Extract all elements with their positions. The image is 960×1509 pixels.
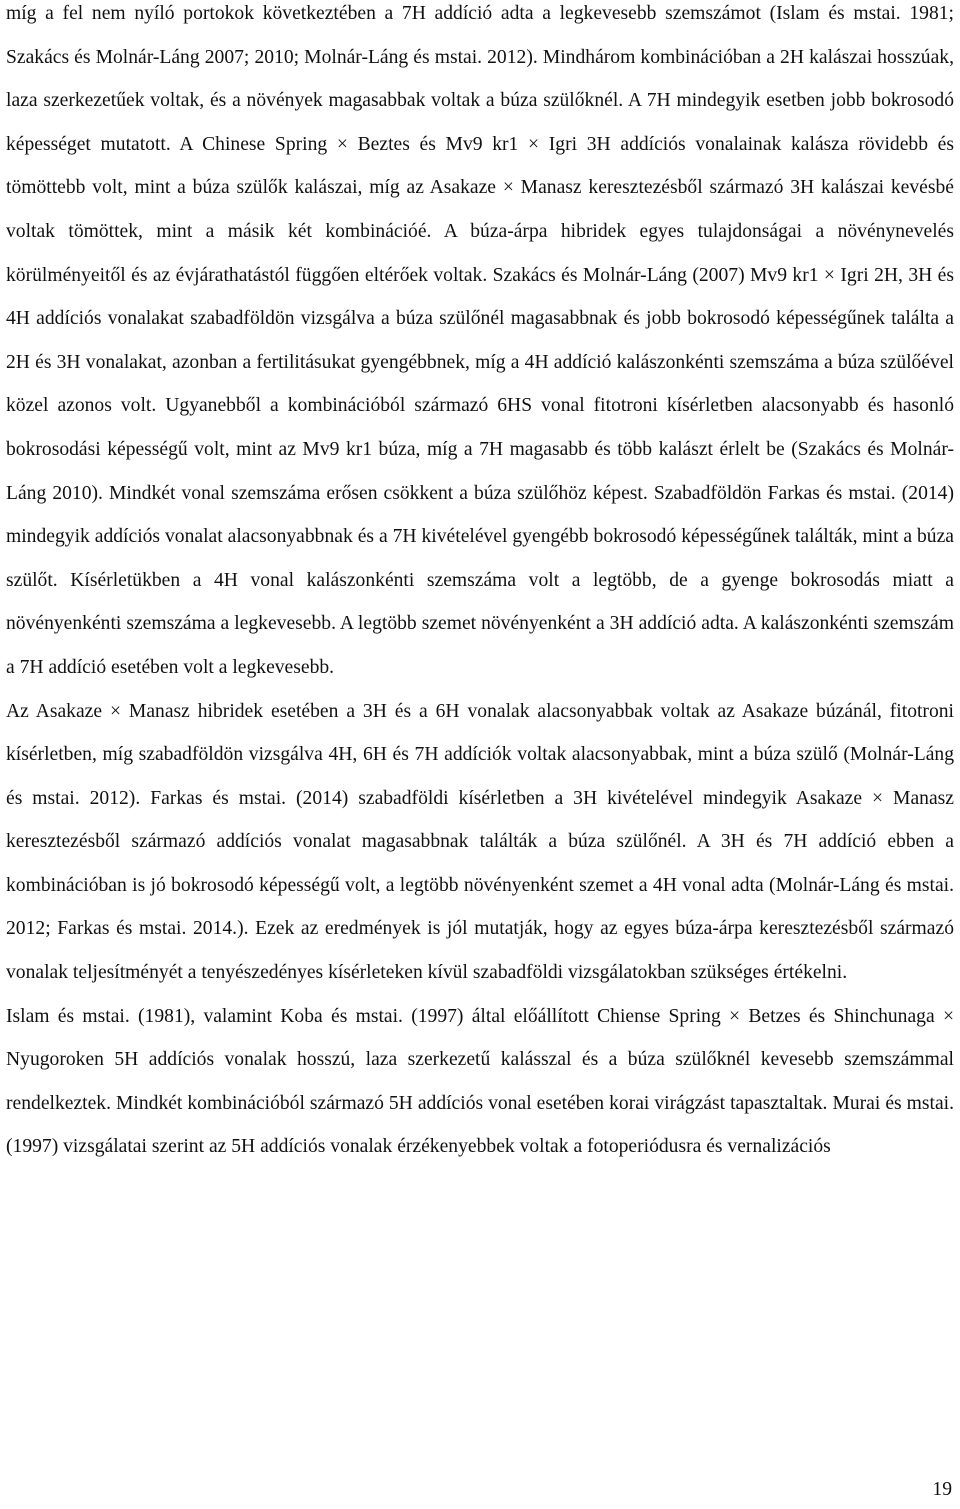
paragraph-2: Az Asakaze × Manasz hibridek esetében a 3H és a 6H vonalak alacsonyabbak voltak az Asakaze búzánál, fitotroni kísérletben, míg szabadföldön vizsgálva 4H, 6H és 7H addíciók voltak alacsonyabbak, mint a búza szülő (Molnár-Láng és mstai. 2012). Farkas és mstai. (2014) szabadföldi kísérletben a 3H kivételével mindegyik Asakaze × Manasz keresztezésből származó addíciós vonalat magasabbnak találták a búza szülőnél. A 3H és 7H addíció ebben a kombinációban is jó bokrosodó képességű volt, a legtöbb növényenként szemet a 4H vonal adta (Molnár-Láng és mstai. 2012; Farkas és mstai. 2014.). Ezek az eredmények is jól mutatják, hogy az egyes búza-árpa keresztezésből származó vonalak teljesítményét a tenyészedényes kísérleteken kívül szabadföldi vizsgálatokban szükséges értékelni. <box>6 700 954 984</box>
paragraph-3: Islam és mstai. (1981), valamint Koba és mstai. (1997) által előállított Chiense Spring × Betzes és Shinchunaga × Nyugoroken 5H addíciós vonalak hosszú, laza szerkezetű kalásszal és a búza szülőknél kevesebb szemszámmal rendelkeztek. Mindkét kombinációból származó 5H addíciós vonal esetében korai virágzást tapasztaltak. Murai és mstai. (1997) vizsgálatai szerint az 5H addíciós vonalak érzékenyebbek voltak a fotoperiódusra és vernalizációs <box>6 1005 954 1158</box>
paragraph-1: míg a fel nem nyíló portokok következtében a 7H addíció adta a legkevesebb szemszámot (Islam és mstai. 1981; Szakács és Molnár-Láng 2007; 2010; Molnár-Láng és mstai. 2012). Mindhárom kombinációban a 2H kalászai hosszúak, laza szerkezetűek voltak, és a növények magasabbak voltak a búza szülőknél. A 7H mindegyik esetben jobb bokrosodó képességet mutatott. A Chinese Spring × Beztes és Mv9 kr1 × Igri 3H addíciós vonalainak kalásza rövidebb és tömöttebb volt, mint a búza szülők kalászai, míg az Asakaze × Manasz keresztezésből származó 3H kalászai kevésbé voltak tömöttek, mint a másik két kombinációé. A búza-árpa hibridek egyes tulajdonságai a növénynevelés körülményeitől és az évjárathatástól függően eltérőek voltak. Szakács és Molnár-Láng (2007) Mv9 kr1 × Igri 2H, 3H és 4H addíciós vonalakat szabadföldön vizsgálva a búza szülőnél magasabbnak és jobb bokrosodó képességűnek találta a 2H és 3H vonalakat, azonban a fertilitásukat gyengébbnek, míg a 4H addíció kalászonkénti szemszáma a búza szülőével közel azonos volt. Ugyanebből a kombinációból származó 6HS vonal fitotroni kísérletben alacsonyabb és hasonló bokrosodási képességű volt, mint az Mv9 kr1 búza, míg a 7H magasabb és több kalászt érlelt be (Szakács és Molnár-Láng 2010). Mindkét vonal szemszáma erősen csökkent a búza szülőhöz képest. Szabadföldön Farkas és mstai. (2014) mindegyik addíciós vonalat alacsonyabbnak és a 7H kivételével gyengébb bokrosodó képességűnek találták, mint a búza szülőt. Kísérletükben a 4H vonal kalászonkénti szemszáma volt a legtöbb, de a gyenge bokrosodás miatt a növényenkénti szemszáma a legkevesebb. A legtöbb szemet növényenként a 3H addíció adta. A kalászonkénti szemszám a 7H addíció esetében volt a legkevesebb. <box>6 3 954 678</box>
page-number: 19 <box>932 1479 952 1500</box>
